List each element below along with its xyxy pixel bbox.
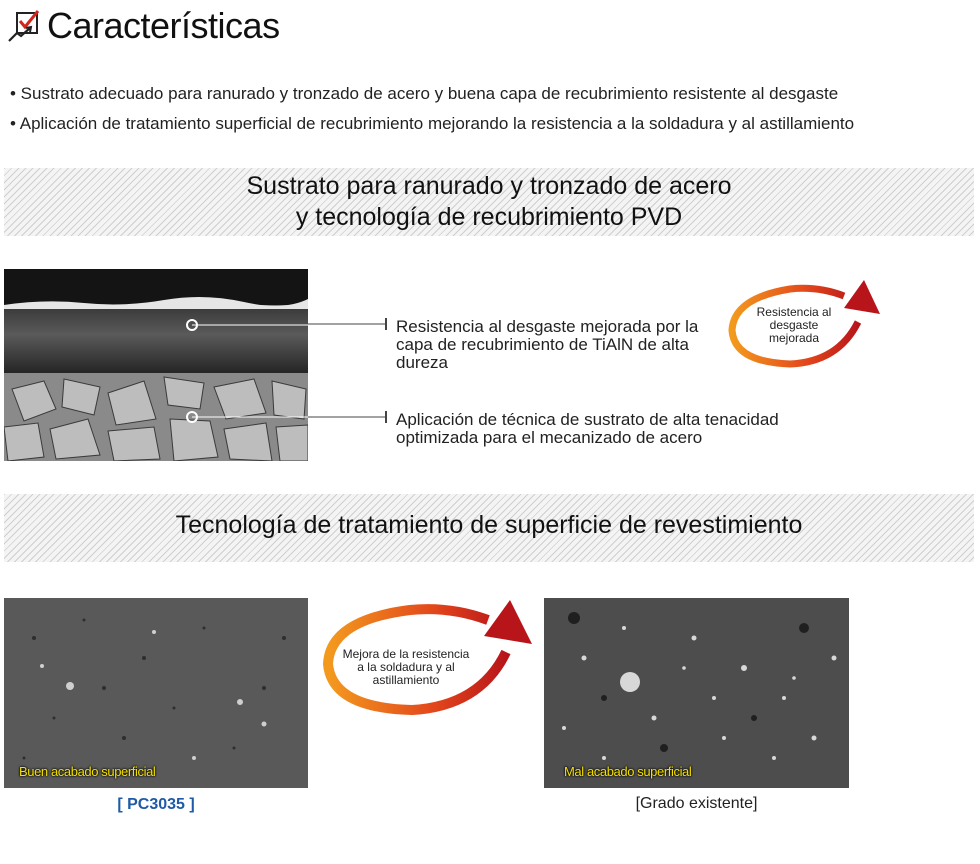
poor-finish-image <box>544 598 849 788</box>
arrow-label-line: Resistencia al <box>756 305 832 319</box>
existing-grade-label: [Grado existente] <box>635 795 758 812</box>
leader-lines <box>308 318 392 428</box>
callout-coating: Resistencia al desgaste mejorada por la capa de recubrimiento de TiAlN de alta dureza <box>396 317 699 372</box>
arrow-label-line: a la soldadura y al <box>357 660 455 674</box>
arrow-label-line: astillamiento <box>372 673 440 687</box>
wear-resistance-arrow <box>726 278 882 368</box>
image-caption: Mal acabado superficial <box>564 764 692 779</box>
image-caption: Buen acabado superficial <box>19 764 156 779</box>
pc3035-label: [ PC3035 ] <box>117 796 195 813</box>
checkbox-graph-icon <box>8 10 42 44</box>
section-title-line: y tecnología de recubrimiento PVD <box>295 203 683 231</box>
weld-resistance-arrow <box>320 596 532 716</box>
page-title: Características <box>47 5 280 46</box>
coating-cross-section-image <box>4 269 308 461</box>
arrow-label-line: mejorada <box>768 331 820 345</box>
section-title: Tecnología de tratamiento de superficie de revestimiento <box>175 511 803 539</box>
arrow-label-line: desgaste <box>769 318 819 332</box>
section-banner <box>4 168 974 236</box>
arrow-label-line: Mejora de la resistencia <box>342 647 470 661</box>
feature-item: • Aplicación de tratamiento superficial de recubrimiento mejorando la resistencia a la soldadura y al astillamiento <box>10 114 855 133</box>
callout-substrate: Aplicación de técnica de sustrato de alta tenacidad optimizada para el mecanizado de acero <box>396 410 779 447</box>
good-finish-image <box>4 598 308 788</box>
feature-item: • Sustrato adecuado para ranurado y tronzado de acero y buena capa de recubrimiento resistente al desgaste <box>10 84 839 103</box>
section-title-line: Sustrato para ranurado y tronzado de acero <box>246 172 732 200</box>
section-banner <box>4 494 974 562</box>
